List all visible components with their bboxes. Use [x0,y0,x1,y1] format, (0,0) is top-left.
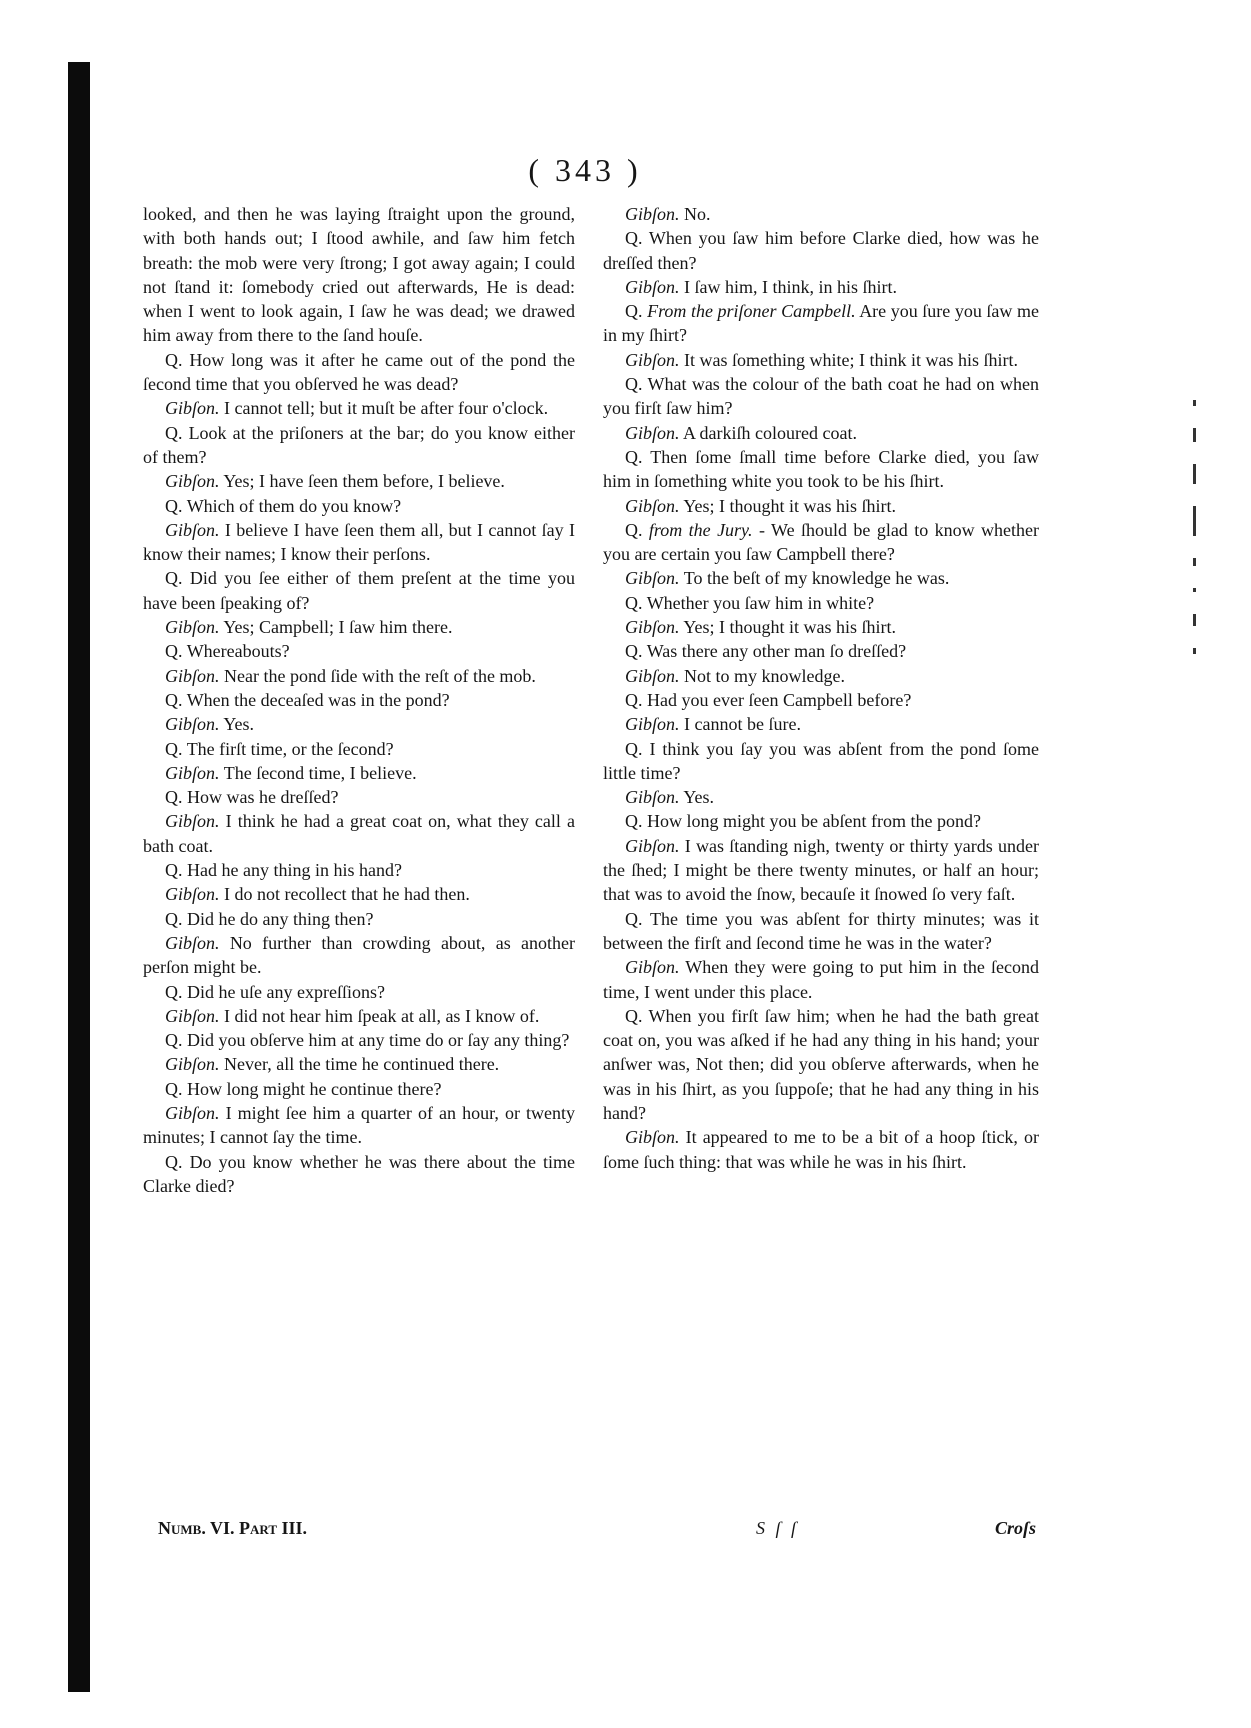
paragraph-text: When you firſt ſaw him; when he had the bath great coat on, you was aſked if he had any thing in his hand; your anſwer was, Not then; did you obſerve afterwards, when he was in his ſhirt, as you ſuppoſe; that he had any thing in his hand? [603,1005,1039,1123]
question-marker: Q. [625,301,643,322]
speaker-name: Gibſon. [165,1005,220,1026]
transcript-paragraph [143,348,575,397]
question-marker: Q. [625,811,643,832]
transcript-paragraph [143,980,575,1004]
transcript-paragraph [603,518,1039,567]
speaker-name: Gibſon. [165,884,220,905]
speaker-name: Gibſon. [165,714,220,735]
catchword: Croſs [995,1518,1037,1538]
transcript-paragraph [603,202,1039,226]
question-marker: Q. [165,908,183,929]
paragraph-text: I think you ſay you was abſent from the pond ſome little time? [603,738,1040,783]
speaker-name: Gibſon. [625,276,680,297]
transcript-paragraph [603,226,1039,275]
transcript-paragraph [603,348,1039,372]
transcript-paragraph [143,1052,575,1076]
left-column [143,202,575,1198]
transcript-paragraph [143,882,575,906]
paragraph-text: I cannot be ſure. [684,714,801,735]
speaker-name: Gibſon. [625,957,680,978]
paragraph-text: Yes. [223,714,255,735]
transcript-paragraph [603,688,1039,712]
paragraph-text: I might ſee him a quarter of an hour, or twenty minutes; I cannot ſay the time. [143,1102,575,1148]
question-marker: Q. [165,787,183,808]
speaker-name: Gibſon. [165,398,220,419]
question-marker: Q. [165,738,183,759]
transcript-paragraph [143,615,575,639]
paragraph-text: Yes; I have ſeen them before, I believe. [223,471,505,492]
paragraph-text: How long might he continue there? [187,1078,442,1099]
paragraph-text: Then ſome ſmall time before Clarke died, you ſaw him in ſomething white you took to be his ſhirt. [603,446,1039,492]
speaker-name: Gibſon. [625,714,680,735]
transcript-paragraph [603,737,1039,786]
paragraph-text: How was he dreſſed? [187,787,339,808]
transcript-paragraph [603,421,1039,445]
speaker-name: Gibſon. [625,568,680,589]
transcript-paragraph [143,1101,575,1150]
paragraph-text: When the deceaſed was in the pond? [186,689,450,710]
speaker-name: Gibſon. [165,1102,220,1123]
transcript-paragraph [603,664,1039,688]
paragraph-text: Did he uſe any expreſſions? [187,981,385,1002]
speaker-name: Gibſon. [165,617,220,638]
paragraph-text: When you ſaw him before Clarke died, how was he dreſſed then? [603,228,1039,273]
question-marker: Q. [165,1030,183,1051]
question-marker: Q. [165,981,183,1002]
transcript-paragraph [143,785,575,809]
paragraph-text: A darkiſh coloured coat. [683,422,857,443]
paragraph-text: I was ſtanding nigh, twenty or thirty yards under the ſhed; I might be there twenty minutes, or half an hour; that was to avoid the ſnow, becauſe it ſnowed ſo very faſt. [603,835,1040,905]
paragraph-text: Never, all the time he continued there. [224,1054,500,1075]
paragraph-text: No further than crowding about, as another perſon might be. [143,932,575,978]
paragraph-text: What was the colour of the bath coat he had on when you firſt ſaw him? [603,374,1039,419]
question-marker: Q. [625,738,643,759]
transcript-paragraph [143,858,575,882]
transcript-paragraph [143,396,575,420]
transcript-paragraph [143,639,575,663]
paragraph-text: I ſaw him, I think, in his ſhirt. [684,276,898,297]
paragraph-text: Near the pond ſide with the reſt of the mob. [224,665,536,686]
transcript-paragraph [603,1125,1039,1174]
paragraph-text: I cannot tell; but it muſt be after four o'clock. [224,398,549,419]
paragraph-text: It appeared to me to be a bit of a hoop ſtick, or ſome ſuch thing: that was while he was in his ſhirt. [603,1127,1040,1172]
paragraph-text: Whether you ſaw him in white? [646,592,875,613]
speaker-name: Gibſon. [165,762,220,783]
transcript-paragraph [603,809,1039,833]
speaker-name: Gibſon. [625,835,680,856]
transcript-paragraph [143,931,575,980]
paragraph-text: Which of them do you know? [186,495,402,516]
speaker-name: Gibſon. [165,1054,220,1075]
paragraph-text: Are you ſure you ſaw me in my ſhirt? [603,301,1039,346]
speaker-name: Gibſon. [165,471,220,492]
speaker-name: Gibſon. [625,1127,680,1148]
transcript-paragraph [143,1004,575,1028]
speaker-name: Gibſon. [165,932,220,953]
question-marker: Q. [165,641,183,662]
question-marker: Q. [165,495,183,516]
transcript-paragraph [143,1150,575,1199]
transcript-paragraph [603,712,1039,736]
transcript-paragraph [603,639,1039,663]
right-column [603,202,1039,1174]
question-marker: Q. [625,1005,643,1026]
transcript-paragraph [603,372,1039,421]
transcript-paragraph [143,202,575,348]
paragraph-text: Yes. [683,787,715,808]
transcript-paragraph [603,494,1039,518]
transcript-paragraph [603,615,1039,639]
paragraph-text: Did you obſerve him at any time do or ſay any thing? [187,1030,570,1051]
paragraph-text: To the beſt of my knowledge he was. [683,568,950,589]
page-edge-marks [1193,400,1201,1520]
transcript-paragraph [143,421,575,470]
speaker-name: Gibſon. [625,787,680,808]
transcript-paragraph [143,1077,575,1101]
transcript-paragraph [143,1028,575,1052]
speaker-name: Gibſon. [165,519,220,540]
question-marker: Q. [165,349,183,370]
question-marker: Q. [625,228,643,249]
paragraph-text: How long might you be abſent from the pond? [647,811,981,832]
transcript-paragraph [603,299,1039,348]
page-number: ( 343 ) [528,152,642,188]
transcript-paragraph [603,566,1039,590]
paragraph-text: looked, and then he was laying ſtraight upon the ground, with both hands out; I ſtood awhile, and ſaw him fetch breath: the mob were very ſtrong; I got away again; I could not ſtand it: ſomebody cried out afterwards, He is dead: when I went to look again, I ſaw he was dead; we drawed him away from there to the ſand houſe. [143,204,575,346]
transcript-paragraph [143,761,575,785]
question-marker: Q. [625,592,643,613]
paragraph-text: Had he any thing in his hand? [187,860,402,881]
section-marker: Numb. VI. Part III. [158,1518,308,1538]
paragraph-text: I did not hear him ſpeak at all, as I know of. [224,1005,540,1026]
binding-shadow [68,62,90,1692]
speaker-name: Gibſon. [625,422,680,443]
transcript-paragraph [143,907,575,931]
paragraph-text: I think he had a great coat on, what they call a bath coat. [143,811,575,856]
transcript-paragraph [603,834,1039,907]
speaker-name: from the Jury. [648,519,753,540]
transcript-paragraph [143,469,575,493]
question-marker: Q. [625,374,643,395]
question-marker: Q. [165,1078,183,1099]
speaker-name: Gibſon. [625,204,680,224]
speaker-name: Gibſon. [165,811,220,832]
paragraph-text: Not to my knowledge. [684,665,845,686]
question-marker: Q. [165,568,183,589]
transcript-paragraph [143,712,575,736]
question-marker: Q. [165,422,183,443]
transcript-paragraph [603,275,1039,299]
transcript-paragraph [603,591,1039,615]
transcript-paragraph [143,688,575,712]
paragraph-text: Whereabouts? [186,641,290,662]
speaker-name: Gibſon. [625,617,680,638]
transcript-paragraph [143,518,575,567]
question-marker: Q. [165,860,183,881]
paragraph-text: Did he do any thing then? [187,908,374,929]
speaker-name: Gibſon. [165,665,220,686]
paragraph-text: Look at the priſoners at the bar; do you know either of them? [143,422,576,467]
paragraph-text: No. [684,204,711,224]
question-marker: Q. [165,1151,183,1172]
paragraph-text: Yes; I thought it was his ſhirt. [683,495,897,516]
paragraph-text: Was there any other man ſo dreſſed? [646,641,907,662]
transcript-paragraph [603,955,1039,1004]
paragraph-text: Yes; I thought it was his ſhirt. [683,617,897,638]
paragraph-text: The firſt time, or the ſecond? [186,738,394,759]
speaker-name: Gibſon. [625,665,680,686]
speaker-name: Gibſon. [625,349,680,370]
paragraph-text: I believe I have ſeen them all, but I cannot ſay I know their names; I know their perſons. [143,519,575,565]
signature-mark: S ſ ſ [756,1518,800,1538]
paragraph-text: - We ſhould be glad to know whether you are certain you ſaw Campbell there? [603,519,1040,565]
paragraph-text: The ſecond time, I believe. [223,762,417,783]
speaker-name: From the priſoner Campbell. [647,301,856,322]
transcript-paragraph [143,494,575,518]
paragraph-text: Yes; Campbell; I ſaw him there. [223,617,453,638]
speaker-name: Gibſon. [625,495,680,516]
paragraph-text: It was ſomething white; I think it was his ſhirt. [684,349,1018,370]
transcript-paragraph [603,785,1039,809]
question-marker: Q. [625,446,643,467]
paragraph-text: How long was it after he came out of the pond the ſecond time that you obſerved he was dead? [143,349,576,395]
paragraph-text: I do not recollect that he had then. [224,884,470,905]
transcript-paragraph [603,907,1039,956]
paragraph-text: Did you ſee either of them preſent at the time you have been ſpeaking of? [143,568,575,613]
question-marker: Q. [625,908,643,929]
transcript-paragraph [143,664,575,688]
question-marker: Q. [625,689,643,710]
question-marker: Q. [625,519,643,540]
transcript-paragraph [143,566,575,615]
transcript-paragraph [143,809,575,858]
question-marker: Q. [165,689,183,710]
paragraph-text: Do you know whether he was there about the time Clarke died? [143,1151,575,1196]
transcript-paragraph [603,445,1039,494]
transcript-paragraph [603,1004,1039,1125]
paragraph-text: The time you was abſent for thirty minutes; was it between the firſt and ſecond time he was in the water? [603,908,1039,953]
transcript-paragraph [143,737,575,761]
paragraph-text: Had you ever ſeen Campbell before? [647,689,912,710]
question-marker: Q. [625,641,643,662]
paragraph-text: When they were going to put him in the ſecond time, I went under this place. [603,957,1039,1002]
